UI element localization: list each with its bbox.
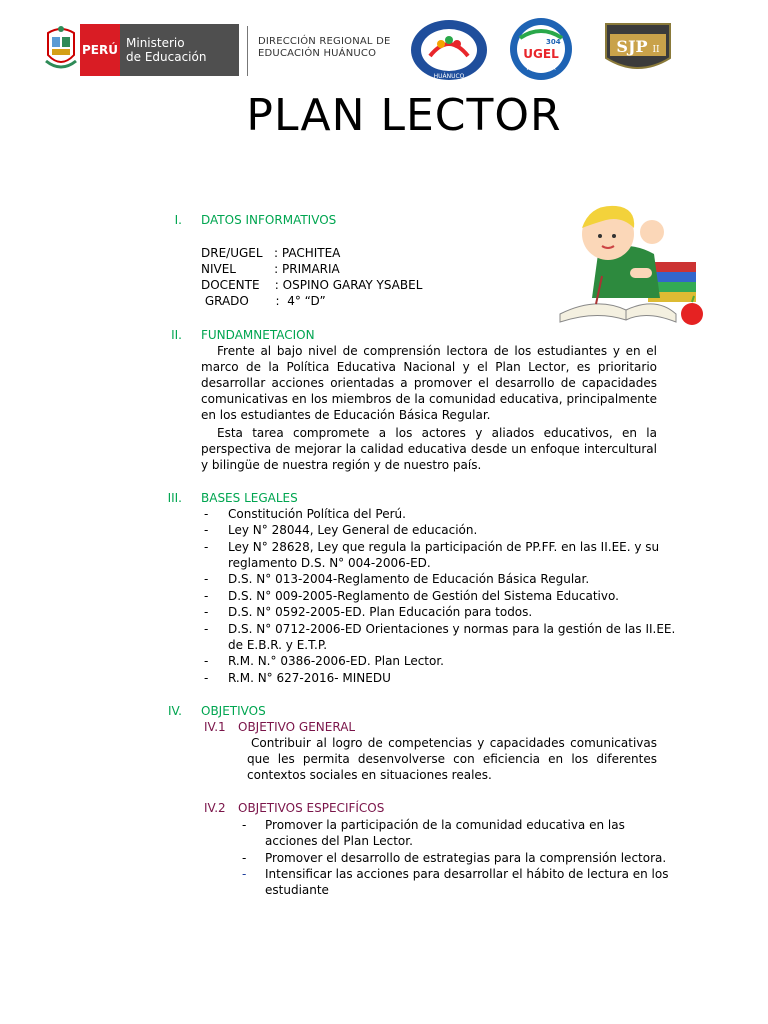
- header-divider: [247, 26, 248, 76]
- bullet-dash: -: [204, 523, 209, 537]
- bullet-dash: -: [242, 818, 247, 832]
- document-header: [0, 0, 768, 90]
- bullet-dash: -: [242, 851, 247, 865]
- ministry-line-2: de Educación: [126, 50, 207, 64]
- badge2-place: PACHITEA: [526, 65, 556, 72]
- specific-objective-item-continuation: estudiante: [265, 883, 329, 897]
- fundamentacion-paragraph-1: Frente al bajo nivel de comprensión lectora de los estudiantes y en el marco de la Política Educativa Nacional y el Plan Lector, es prioritario desarrollar acciones orientadas a promover el desarrollo de capacidades comunicativas en los miembros de la comunidad educativa, principalmente en los estudiantes de Educación Básica Regular.: [201, 344, 657, 422]
- section-1-title: DATOS INFORMATIVOS: [201, 213, 337, 227]
- bullet-dash: -: [204, 671, 209, 685]
- legal-base-item-continuation: reglamento D.S. N° 004-2006-ED.: [228, 556, 431, 570]
- section-3-title: BASES LEGALES: [201, 491, 298, 505]
- dre-line-2: EDUCACIÓN HUÁNUCO: [258, 48, 377, 59]
- bullet-dash: -: [204, 572, 209, 586]
- info-row-dre-ugel: DRE/UGEL : PACHITEA: [201, 246, 341, 260]
- legal-base-item: D.S. N° 013-2004-Reglamento de Educación Básica Regular.: [228, 572, 590, 586]
- dre-line-1: DIRECCIÓN REGIONAL DE: [258, 36, 391, 47]
- section-2-number: II.: [171, 328, 182, 342]
- specific-objective-item: Promover la participación de la comunidad educativa en las: [265, 818, 625, 832]
- legal-base-item: Constitución Política del Perú.: [228, 507, 406, 521]
- section-4-number: IV.: [167, 704, 182, 718]
- legal-base-item: D.S. N° 0712-2006-ED Orientaciones y normas para la gestión de las II.EE.: [228, 622, 676, 636]
- legal-base-item-continuation: de E.B.R. y E.T.P.: [228, 638, 328, 652]
- bullet-dash: -: [204, 654, 209, 668]
- school-sjp-badge: [604, 22, 672, 74]
- legal-base-item: Ley N° 28044, Ley General de educación.: [228, 523, 478, 537]
- dre-logo-text: [258, 36, 398, 60]
- legal-base-item: D.S. N° 009-2005-Reglamento de Gestión del Sistema Educativo.: [228, 589, 619, 603]
- specific-objective-item: Promover el desarrollo de estrategias para la comprensión lectora.: [265, 851, 667, 865]
- objetivo-general-text: Contribuir al logro de competencias y capacidades comunicativas que les permita desenvolverse con eficiencia en los diferentes contextos sociales en situaciones reales.: [247, 736, 657, 782]
- ministry-logo: [120, 24, 239, 76]
- legal-base-item: D.S. N° 0592-2005-ED. Plan Educación para todos.: [228, 605, 533, 619]
- bullet-dash: -: [204, 589, 209, 603]
- bullet-dash: -: [204, 540, 209, 554]
- info-row-nivel: NIVEL : PRIMARIA: [201, 262, 340, 276]
- subsection-4-1-title: OBJETIVO GENERAL: [238, 720, 356, 734]
- info-row-docente: DOCENTE : OSPINO GARAY YSABEL: [201, 278, 423, 292]
- subsection-4-2-number: IV.2: [204, 801, 226, 815]
- section-1-number: I.: [174, 213, 182, 227]
- badge2-ugel: UGEL: [523, 47, 559, 61]
- ministry-line-1: Ministerio: [126, 36, 185, 50]
- child-reading-illustration: [556, 198, 708, 332]
- peru-label: PERÚ: [82, 43, 118, 57]
- fundamentacion-paragraph-2: Esta tarea compromete a los actores y aliados educativos, en la perspectiva de mejorar la calidad educativa desde un enfoque intercultural y bilingüe de nuestra región y de nuestro país.: [201, 426, 657, 472]
- legal-base-item: R.M. N.° 0386-2006-ED. Plan Lector.: [228, 654, 444, 668]
- badge3-text: SJP: [616, 37, 648, 56]
- bullet-dash: -: [204, 622, 209, 636]
- section-3-number: III.: [167, 491, 182, 505]
- specific-objective-item-continuation: acciones del Plan Lector.: [265, 834, 413, 848]
- page-title: PLAN LECTOR: [246, 90, 562, 141]
- info-row-grado: GRADO : 4° “D”: [201, 294, 326, 308]
- legal-base-item: Ley N° 28628, Ley que regula la participación de PP.FF. en las II.EE. y su: [228, 540, 660, 554]
- bullet-dash: -: [204, 507, 209, 521]
- bullet-dash: -: [242, 867, 247, 881]
- section-2-title: FUNDAMNETACION: [201, 328, 315, 342]
- peru-coat-of-arms-icon: [44, 25, 78, 75]
- badge3-suffix: II: [652, 45, 660, 55]
- bullet-dash: -: [204, 605, 209, 619]
- peru-logo: [80, 24, 120, 76]
- badge2-number: 304: [546, 38, 561, 46]
- specific-objective-item: Intensificar las acciones para desarrollar el hábito de lectura en los: [265, 867, 669, 881]
- badge1-text: HUÁNUCO: [433, 73, 465, 80]
- section-4-title: OBJETIVOS: [201, 704, 266, 718]
- subsection-4-2-title: OBJETIVOS ESPECIFÍCOS: [238, 801, 385, 815]
- legal-base-item: R.M. N° 627-2016- MINEDU: [228, 671, 391, 685]
- subsection-4-1-number: IV.1: [204, 720, 226, 734]
- dre-huanuco-badge: [408, 18, 490, 82]
- ugel-pachitea-badge: [506, 16, 576, 82]
